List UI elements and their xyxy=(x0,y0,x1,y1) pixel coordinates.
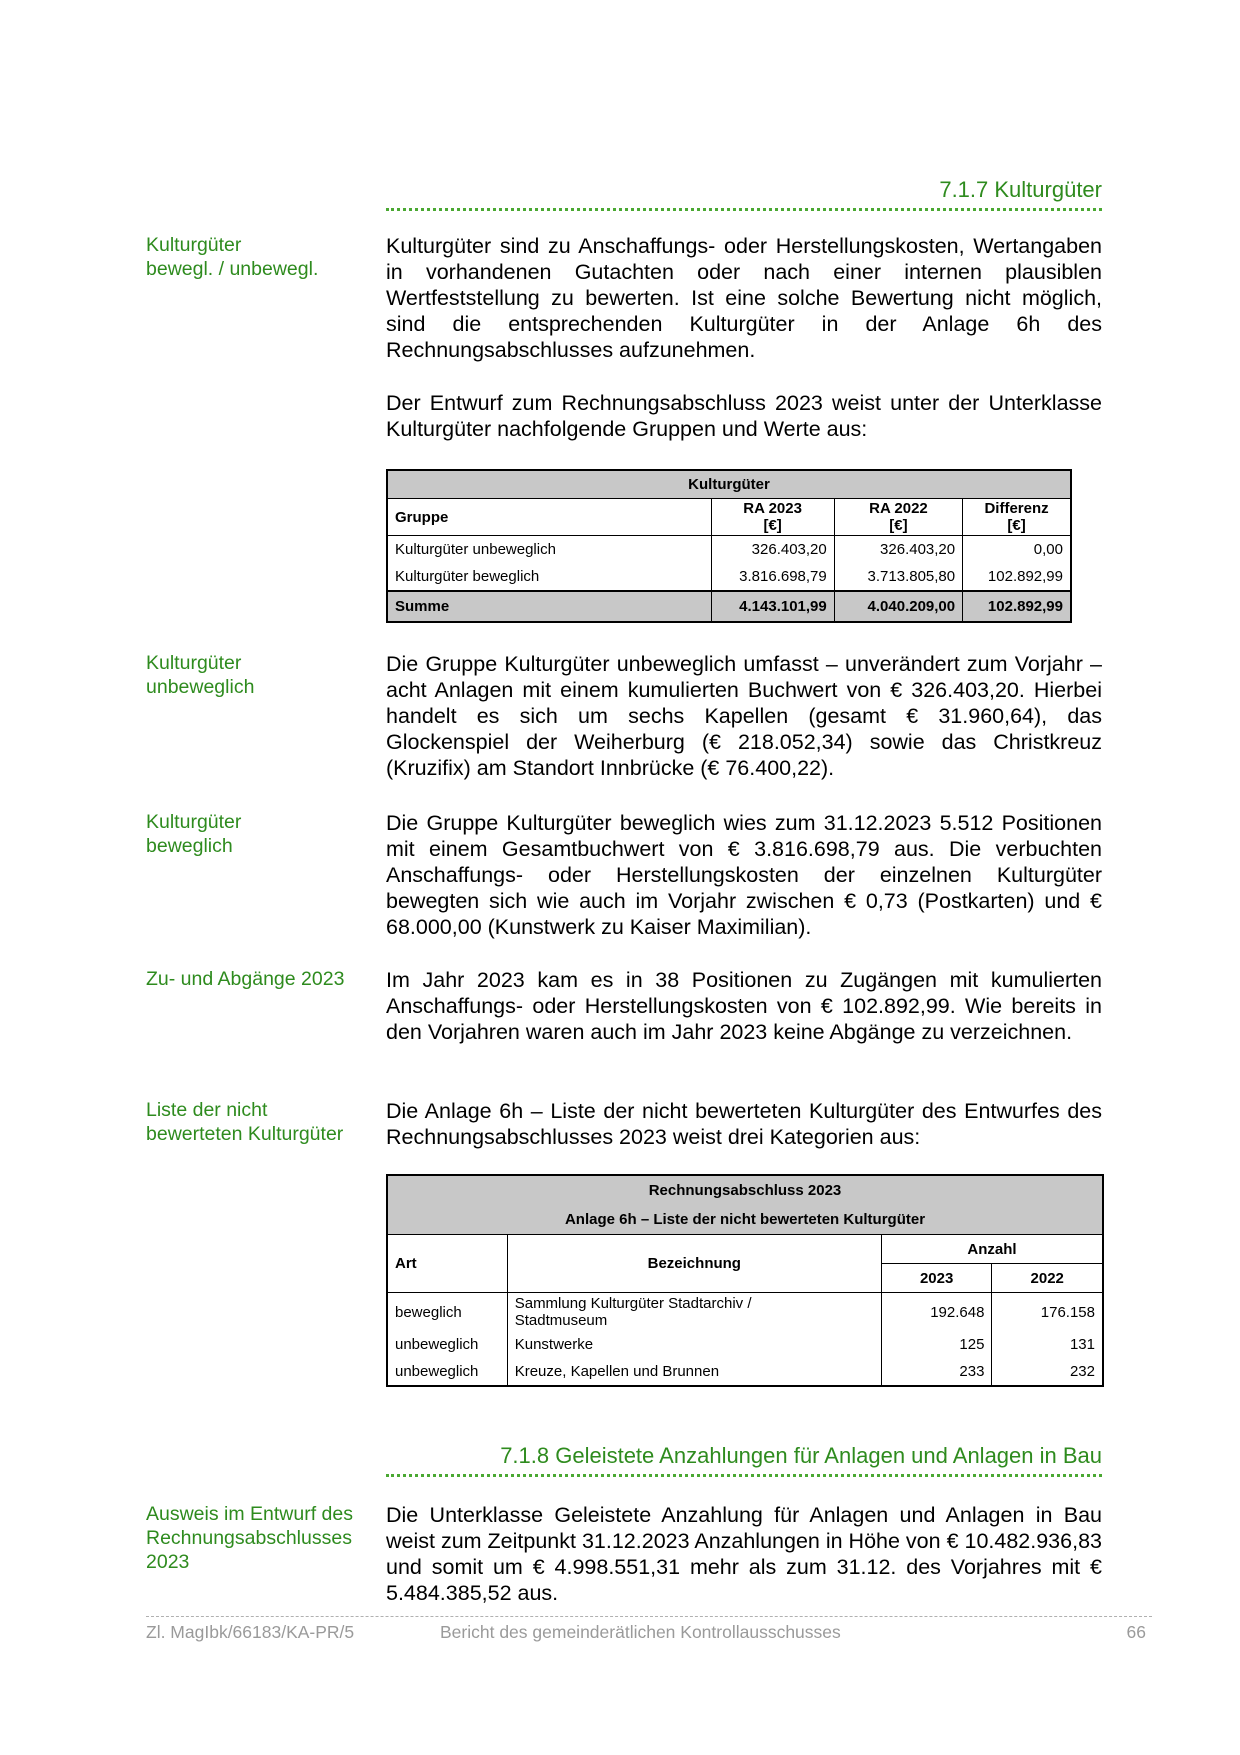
table-title-1: Rechnungsabschluss 2023 xyxy=(387,1175,1103,1205)
cell-art: unbeweglich xyxy=(395,1363,479,1380)
col-art: Art xyxy=(387,1235,507,1293)
margin-note-unbeweglich: Kulturgüter unbeweglich xyxy=(146,652,255,698)
cell-bezeichnung: Sammlung Kulturgüter Stadtarchiv / Stadtmuseum xyxy=(507,1293,881,1332)
cell-ra2023: 3.816.698,79 xyxy=(711,563,834,591)
table-row xyxy=(387,1331,1103,1358)
margin-note-ausweis: Ausweis im Entwurf des Rechnungsabschlusses 2023 xyxy=(146,1503,353,1573)
margin-note-bewegl-unbewegl: Kulturgüter bewegl. / unbewegl. xyxy=(146,234,319,280)
paragraph-anzahlungen: Die Unterklasse Geleistete Anzahlung für Anlagen und Anlagen in Bau weist zum Zeitpunkt 31.12.2023 Anzahlungen in Höhe von € 10.482.936,83 und somit um € 4.998.551,31 mehr als zum 31.12. des Vorjahres mit € 5.484.385,52 aus. xyxy=(386,1503,1102,1605)
table-row xyxy=(387,536,1071,564)
cell-summe-ra2022: 4.040.209,00 xyxy=(834,591,962,622)
cell-anzahl-2023: 192.648 xyxy=(881,1293,992,1332)
cell-ra2022: 326.403,20 xyxy=(834,536,962,564)
table-title: Kulturgüter xyxy=(387,470,1071,499)
cell-differenz: 102.892,99 xyxy=(963,563,1071,591)
col-anzahl: Anzahl xyxy=(881,1235,1103,1264)
paragraph-bewertung: Kulturgüter sind zu Anschaffungs- oder Herstellungskosten, Wertangaben in vorhandenen Gutachten oder nach einer internen plausiblen Wertfeststellung zu bewerten. Ist eine solche Bewertung nicht möglich, sind die entsprechenden Kulturgüter in der Anlage 6h des Rechnungsabschlusses aufzunehmen. xyxy=(386,234,1102,362)
cell-anzahl-2023: 233 xyxy=(881,1358,992,1386)
paragraph-unbeweglich: Die Gruppe Kulturgüter unbeweglich umfasst – unverändert zum Vorjahr – acht Anlagen mit einem kumulierten Buchwert von € 326.403,20. Hierbei handelt es sich um sechs Kapellen (gesamt € 31.960,64), das Glockenspiel der Weiherburg (€ 218.052,34) sowie das Christkreuz (Kruzifix) am Standort Innbrücke (€ 76.400,22). xyxy=(386,652,1102,780)
paragraph-zu-abgaenge: Im Jahr 2023 kam es in 38 Positionen zu Zugängen mit kumulierten Anschaffungs- oder Herstellungskosten von € 102.892,99. Wie bereits in den Vorjahren waren auch im Jahr 2023 keine Abgänge zu verzeichnen. xyxy=(386,968,1102,1044)
paragraph-entwurf: Der Entwurf zum Rechnungsabschluss 2023 weist unter der Unterklasse Kulturgüter nachfolgende Gruppen und Werte aus: xyxy=(386,391,1102,441)
col-gruppe: Gruppe xyxy=(387,499,711,536)
cell-gruppe: Kulturgüter beweglich xyxy=(395,568,540,585)
cell-summe-differenz: 102.892,99 xyxy=(963,591,1071,622)
margin-note-zu-abgaenge: Zu- und Abgänge 2023 xyxy=(146,968,345,990)
table-row xyxy=(387,563,1071,591)
footer-divider xyxy=(146,1616,1152,1617)
table-title-2: Anlage 6h – Liste der nicht bewerteten Kulturgüter xyxy=(387,1205,1103,1235)
section-heading-anzahlungen: 7.1.8 Geleistete Anzahlungen für Anlagen und Anlagen in Bau xyxy=(386,1443,1102,1477)
cell-art: beweglich xyxy=(395,1303,462,1321)
cell-anzahl-2023: 125 xyxy=(881,1331,992,1358)
margin-note-beweglich: Kulturgüter beweglich xyxy=(146,811,242,857)
margin-note-liste: Liste der nicht bewerteten Kulturgüter xyxy=(146,1099,344,1145)
footer-page-number: 66 xyxy=(1126,1622,1146,1642)
col-year-2023: 2023 xyxy=(881,1264,992,1293)
footer-reference: Zl. MagIbk/66183/KA-PR/5 xyxy=(146,1622,355,1642)
cell-anzahl-2022: 232 xyxy=(992,1358,1103,1386)
col-ra2023: RA 2023 [€] xyxy=(711,499,834,536)
paragraph-beweglich: Die Gruppe Kulturgüter beweglich wies zum 31.12.2023 5.512 Positionen mit einem Gesamtbuchwert von € 3.816.698,79 aus. Die verbuchten Anschaffungs- oder Herstellungskosten der einzelnen Kulturgüter bewegten sich wie auch im Vorjahr zwischen € 0,73 (Postkarten) und € 68.000,00 (Kunstwerk zu Kaiser Maximilian). xyxy=(386,811,1102,939)
cell-bezeichnung: Kunstwerke xyxy=(507,1331,881,1358)
cell-anzahl-2022: 131 xyxy=(992,1331,1103,1358)
col-ra2022: RA 2022 [€] xyxy=(834,499,962,536)
cell-bezeichnung: Kreuze, Kapellen und Brunnen xyxy=(507,1358,881,1386)
col-year-2022: 2022 xyxy=(992,1264,1103,1293)
cell-ra2023: 326.403,20 xyxy=(711,536,834,564)
cell-gruppe: Kulturgüter unbeweglich xyxy=(395,541,556,558)
col-differenz: Differenz [€] xyxy=(963,499,1071,536)
cell-summe-ra2023: 4.143.101,99 xyxy=(711,591,834,622)
col-bezeichnung: Bezeichnung xyxy=(507,1235,881,1293)
section-heading-kulturgueter: 7.1.7 Kulturgüter xyxy=(386,177,1102,211)
cell-differenz: 0,00 xyxy=(963,536,1071,564)
kulturgueter-table xyxy=(386,469,1072,623)
table-row xyxy=(387,1358,1103,1386)
cell-anzahl-2022: 176.158 xyxy=(992,1293,1103,1332)
anlage-6h-table xyxy=(386,1174,1104,1387)
cell-ra2022: 3.713.805,80 xyxy=(834,563,962,591)
table-sum-row xyxy=(387,591,1071,622)
footer-report-title: Bericht des gemeinderätlichen Kontrollausschusses xyxy=(440,1622,841,1642)
table-row xyxy=(387,1293,1103,1332)
paragraph-liste: Die Anlage 6h – Liste der nicht bewerteten Kulturgüter des Entwurfes des Rechnungsabschlusses 2023 weist drei Kategorien aus: xyxy=(386,1099,1102,1149)
cell-art: unbeweglich xyxy=(395,1336,479,1353)
cell-summe-label: Summe xyxy=(387,591,711,622)
